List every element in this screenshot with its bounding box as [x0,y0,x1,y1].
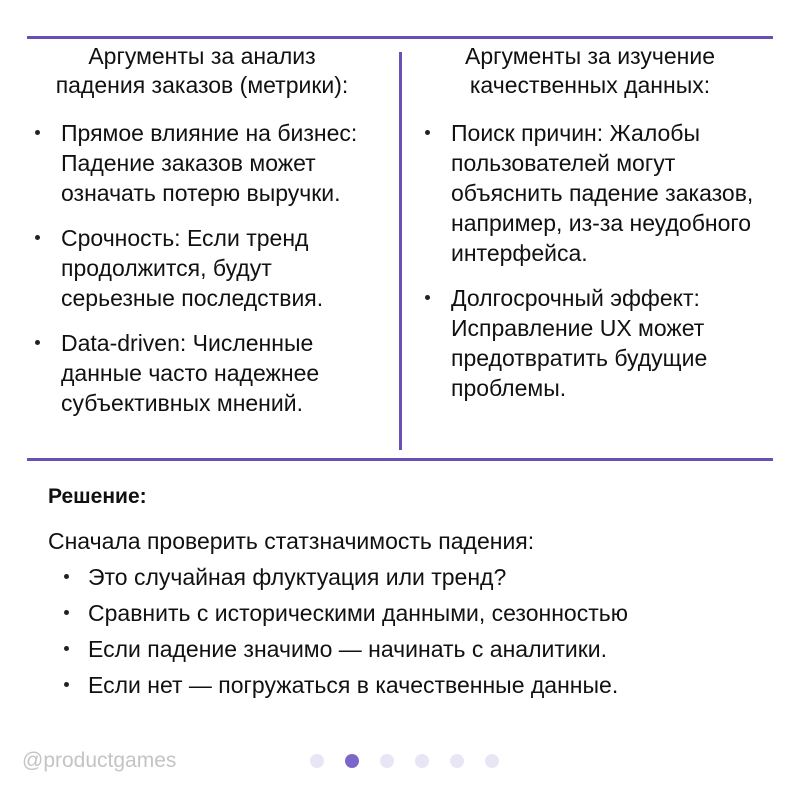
qualitative-arguments-column [420,42,760,418]
list-item-text: Data-driven: Численные данные часто надежнее субъективных мнений. [61,330,320,416]
decision-section [48,482,748,706]
bullet-icon [35,340,40,345]
list-item-text: Прямое влияние на бизнес: Падение заказов может означать потерю выручки. [61,120,358,206]
qualitative-arguments-list [420,118,760,403]
list-item-text: Если падение значимо — начинать с аналитики. [88,636,608,662]
carousel-pager [310,754,499,768]
decision-intro: Сначала проверить статзначимость падения: [48,528,535,554]
pager-dot[interactable] [310,754,324,768]
top-divider-line [27,36,773,39]
list-item-text: Срочность: Если тренд продолжится, будут серьезные последствия. [61,225,324,311]
metrics-title-line-1: Аргументы за анализ [88,43,316,69]
list-item-text: Долгосрочный эффект: Исправление UX может предотвратить будущие проблемы. [451,285,708,401]
list-item [420,283,760,403]
list-item-text: Поиск причин: Жалобы пользователей могут объяснить падение заказов, например, из-за неудобного интерфейса. [451,120,754,266]
metrics-arguments-column [30,42,374,433]
list-item [48,562,748,592]
bullet-icon [35,235,40,240]
bullet-icon [64,682,69,687]
bullet-icon [64,610,69,615]
list-item [420,118,760,268]
bullet-icon [425,295,430,300]
pager-dot[interactable] [485,754,499,768]
bullet-icon [64,574,69,579]
bullet-icon [64,646,69,651]
pager-dot[interactable] [415,754,429,768]
bullet-icon [425,130,430,135]
author-handle: @productgames [22,749,177,772]
list-item [48,634,748,664]
list-item [48,598,748,628]
metrics-arguments-list [30,118,374,418]
bullet-icon [35,130,40,135]
middle-divider-line [27,458,773,461]
list-item [30,118,374,208]
metrics-arguments-title [30,42,374,100]
list-item [30,223,374,313]
metrics-title-line-2: падения заказов (метрики): [55,72,349,98]
list-item-text: Сравнить с историческими данными, сезонностью [88,600,628,626]
pager-dot[interactable] [345,754,359,768]
list-item-text: Это случайная флуктуация или тренд? [88,564,507,590]
list-item-text: Если нет — погружаться в качественные данные. [88,672,619,698]
list-item [30,328,374,418]
pager-dot[interactable] [450,754,464,768]
qualitative-arguments-title [420,42,760,100]
decision-steps-list [48,562,748,700]
list-item [48,670,748,700]
column-divider [399,52,402,450]
qualitative-title-line-1: Аргументы за изучение [464,43,715,69]
qualitative-title-line-2: качественных данных: [469,72,711,98]
decision-title: Решение: [48,485,147,508]
pager-dot[interactable] [380,754,394,768]
